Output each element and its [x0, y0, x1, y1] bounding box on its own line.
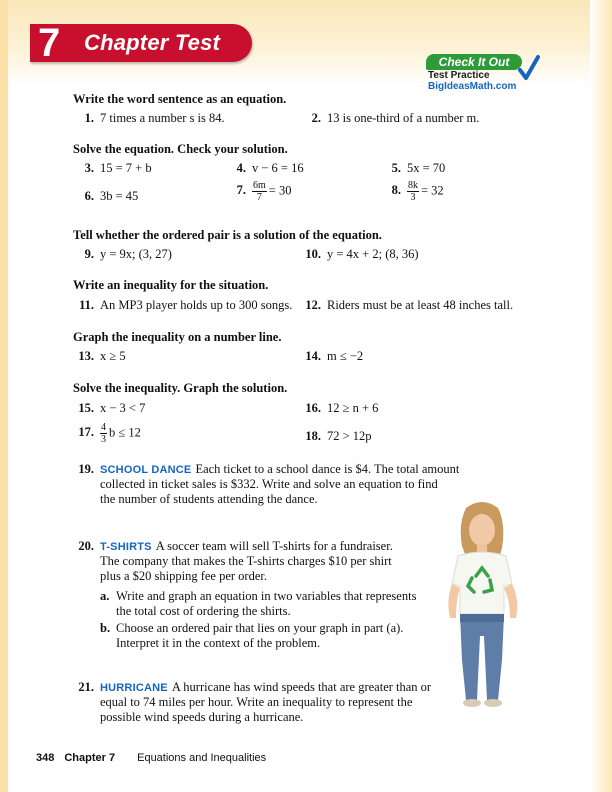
problem-text: 7 times a number s is 84.: [100, 111, 225, 125]
part-letter: b.: [100, 621, 111, 635]
problem-19: [72, 462, 459, 478]
checkmark-icon: [518, 54, 540, 82]
problem-line: The company that makes the T-shirts charges $10 per shirt: [100, 554, 392, 568]
problem-text: 72 > 12p: [327, 429, 372, 443]
problem-16: [299, 400, 378, 416]
problem-number: 17.: [78, 425, 94, 440]
section-heading: Tell whether the ordered pair is a solution of the equation.: [73, 228, 382, 242]
problem-text: 3b = 45: [100, 189, 139, 203]
problem-line: plus a $20 shipping fee per order.: [100, 569, 267, 583]
fraction: [252, 180, 267, 203]
section-heading: Write an inequality for the situation.: [73, 278, 269, 292]
problem-14: [299, 348, 363, 364]
problem-text: = 30: [268, 183, 292, 198]
problem-20: [72, 539, 393, 555]
problem-text: 13 is one-third of a number m.: [327, 111, 480, 125]
problem-18: [299, 428, 372, 444]
section-heading: Solve the inequality. Graph the solution.: [73, 381, 288, 395]
denominator: 7: [256, 192, 262, 203]
problem-number: 16.: [305, 401, 321, 415]
problem-7: [228, 180, 291, 203]
part-line: Write and graph an equation in two variables that represents: [116, 589, 417, 603]
problem-17: [72, 422, 141, 445]
section-heading: Solve the equation. Check your solution.: [73, 142, 288, 156]
problem-number: 9.: [84, 247, 94, 261]
part-b: [100, 621, 403, 636]
problem-10: [299, 246, 419, 262]
problem-number: 3.: [84, 161, 94, 175]
numerator: 8k: [408, 180, 418, 191]
student-photo: [432, 500, 534, 710]
problem-12: [299, 297, 513, 313]
topic-label: HURRICANE: [100, 682, 168, 694]
problem-text: v − 6 = 16: [252, 161, 304, 175]
problem-text: m ≤ −2: [327, 349, 364, 363]
problem-number: 2.: [311, 111, 321, 125]
problem-text: x ≥ 5: [100, 349, 126, 363]
site-suffix: .com: [493, 81, 517, 92]
page-number: 348: [36, 752, 55, 764]
problem-number: 11.: [79, 298, 94, 312]
numerator: 6m: [253, 180, 266, 191]
problem-21: [72, 680, 431, 696]
problem-number: 8.: [391, 183, 401, 198]
problem-5: [383, 160, 445, 176]
problem-text: 12 ≥ n + 6: [327, 401, 379, 415]
problem-number: 4.: [236, 161, 246, 175]
part-line: Choose an ordered pair that lies on your graph in part (a).: [116, 621, 404, 635]
denominator: 3: [101, 434, 106, 445]
denominator: 3: [410, 192, 416, 203]
problem-13: [72, 348, 126, 364]
problem-number: 1.: [84, 111, 94, 125]
problem-text: An MP3 player holds up to 300 songs.: [100, 298, 293, 312]
footer-chapter-title: Equations and Inequalities: [137, 752, 267, 764]
problem-9: [76, 246, 172, 262]
problem-number: 21.: [78, 680, 94, 694]
problem-11: [72, 297, 292, 313]
problem-1: [76, 110, 225, 126]
problem-line: the number of students attending the dance.: [100, 492, 318, 506]
section-heading: Graph the inequality on a number line.: [73, 330, 282, 344]
problem-text: = 32: [421, 183, 444, 198]
chapter-number: 7: [38, 21, 61, 65]
problem-line: A hurricane has wind speeds that are greater than or: [171, 680, 432, 694]
problem-line: equal to 74 miles per hour. Write an inequality to represent the: [100, 695, 413, 709]
problem-text: 15 = 7 + b: [100, 161, 152, 175]
problem-number: 5.: [391, 161, 401, 175]
part-letter: a.: [100, 589, 110, 603]
problem-2: [303, 110, 479, 126]
part-a: [100, 589, 416, 604]
check-it-out-title[interactable]: Check It Out: [426, 54, 522, 70]
problem-number: 20.: [78, 539, 94, 553]
problem-number: 7.: [236, 183, 246, 198]
fraction: [407, 180, 419, 203]
check-it-out-subtitle: Test Practice: [428, 70, 490, 81]
problem-text: y = 9x; (3, 27): [100, 247, 172, 261]
problem-line: Each ticket to a school dance is $4. The total amount: [195, 462, 460, 476]
problem-text: 5x = 70: [407, 161, 446, 175]
left-band: [0, 0, 8, 792]
footer-chapter: Chapter 7: [64, 752, 116, 764]
topic-label: T-SHIRTS: [100, 541, 152, 553]
problem-text: y = 4x + 2; (8, 36): [327, 247, 419, 261]
problem-line: possible wind speeds during a hurricane.: [100, 710, 304, 724]
problem-text: x − 3 < 7: [100, 401, 146, 415]
problem-number: 10.: [305, 247, 321, 261]
check-it-out-site[interactable]: [428, 81, 516, 92]
problem-number: 14.: [305, 349, 321, 363]
problem-number: 19.: [78, 462, 94, 476]
problem-text: b ≤ 12: [109, 425, 141, 440]
problem-3: [76, 160, 152, 176]
numerator: 4: [101, 422, 106, 433]
part-line: the total cost of ordering the shirts.: [116, 604, 291, 618]
problem-number: 18.: [305, 429, 321, 443]
problem-line: collected in ticket sales is $332. Write and solve an equation to find: [100, 477, 438, 491]
problem-6: [76, 188, 138, 204]
site-name: BigIdeasMath: [428, 81, 494, 92]
problem-8: [383, 180, 444, 203]
problem-line: A soccer team will sell T-shirts for a fundraiser.: [155, 539, 393, 553]
problem-number: 15.: [78, 401, 94, 415]
right-band: [590, 0, 612, 792]
fraction: [100, 422, 107, 445]
problem-15: [72, 400, 145, 416]
section-heading: Write the word sentence as an equation.: [73, 92, 287, 106]
page-footer: [36, 752, 266, 764]
problem-number: 6.: [84, 189, 94, 203]
problem-4: [228, 160, 304, 176]
problem-number: 12.: [305, 298, 321, 312]
chapter-title: Chapter Test: [84, 30, 221, 55]
problem-text: Riders must be at least 48 inches tall.: [327, 298, 514, 312]
part-line: Interpret it in the context of the problem.: [116, 636, 321, 650]
topic-label: SCHOOL DANCE: [100, 464, 192, 476]
problem-number: 13.: [78, 349, 94, 363]
